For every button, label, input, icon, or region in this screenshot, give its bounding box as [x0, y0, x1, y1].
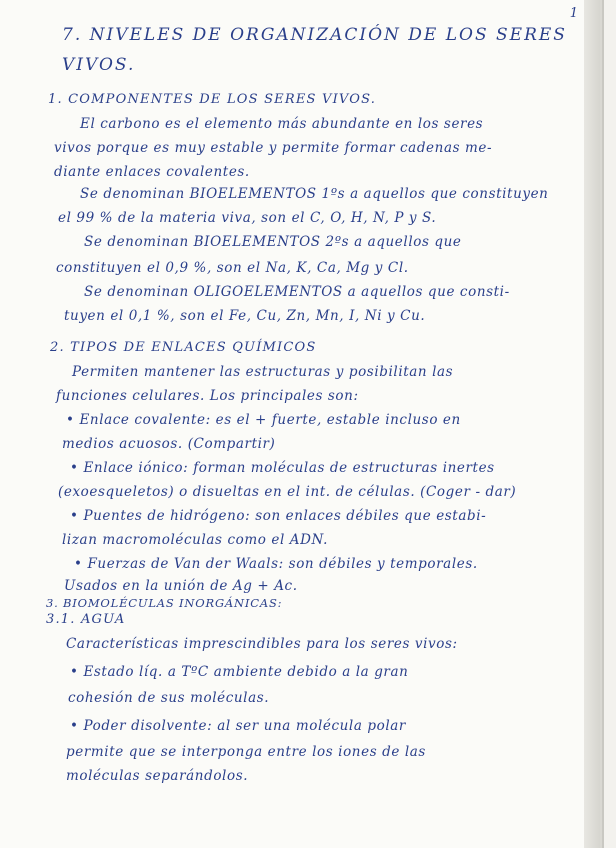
subsection-heading: 3.1. AGUA	[46, 612, 126, 627]
text-line: El carbono es el elemento más abundante en los seres	[80, 116, 484, 132]
page-edge	[584, 0, 600, 848]
text-line: Características imprescindibles para los seres vivos:	[66, 636, 458, 652]
bullet-line: • Enlace covalente: es el + fuerte, estable incluso en	[66, 412, 461, 428]
page-number: 1	[569, 6, 578, 21]
section-heading-2: 2. TIPOS DE ENLACES QUÍMICOS	[50, 340, 317, 355]
bullet-line: • Enlace iónico: forman moléculas de estructuras inertes	[70, 460, 495, 476]
text-line: Usados en la unión de Ag + Ac.	[64, 578, 298, 594]
text-line: funciones celulares. Los principales son:	[56, 388, 359, 404]
text-line: permite que se interponga entre los iones de las	[66, 744, 426, 760]
text-line: medios acuosos. (Compartir)	[62, 436, 276, 452]
page-title: 7. NIVELES DE ORGANIZACIÓN DE LOS SERES VIVOS.	[62, 25, 567, 75]
text-line: moléculas separándolos.	[66, 768, 249, 784]
bullet-line: • Poder disolvente: al ser una molécula polar	[70, 718, 406, 734]
section-heading-3: 3. BIOMOLÉCULAS INORGÁNICAS:	[46, 596, 283, 610]
text-line: vivos porque es muy estable y permite formar cadenas me-	[54, 140, 493, 156]
text-line: constituyen el 0,9 %, son el Na, K, Ca, Mg y Cl.	[56, 260, 409, 276]
bullet-line: • Puentes de hidrógeno: son enlaces débiles que estabi-	[70, 508, 487, 524]
text-line: diante enlaces covalentes.	[54, 164, 250, 180]
bullet-line: • Fuerzas de Van der Waals: son débiles y temporales.	[74, 556, 478, 572]
section-heading-1: 1. COMPONENTES DE LOS SERES VIVOS.	[48, 92, 377, 107]
text-line: lizan macromoléculas como el ADN.	[62, 532, 328, 548]
text-line: tuyen el 0,1 %, son el Fe, Cu, Zn, Mn, I, Ni y Cu.	[64, 308, 426, 324]
text-line: Se denominan BIOELEMENTOS 2ºs a aquellos que	[84, 234, 462, 250]
text-line: (exoesqueletos) o disueltas en el int. de células. (Coger - dar)	[58, 484, 517, 500]
text-line: Se denominan BIOELEMENTOS 1ºs a aquellos que constituyen	[80, 186, 549, 202]
bullet-line: • Estado líq. a TºC ambiente debido a la gran	[70, 664, 409, 680]
text-line: Se denominan OLIGOELEMENTOS a aquellos que consti-	[84, 284, 510, 300]
text-line: cohesión de sus moléculas.	[68, 690, 270, 706]
text-line: el 99 % de la materia viva, son el C, O, H, N, P y S.	[58, 210, 437, 226]
text-line: Permiten mantener las estructuras y posibilitan las	[72, 364, 454, 380]
